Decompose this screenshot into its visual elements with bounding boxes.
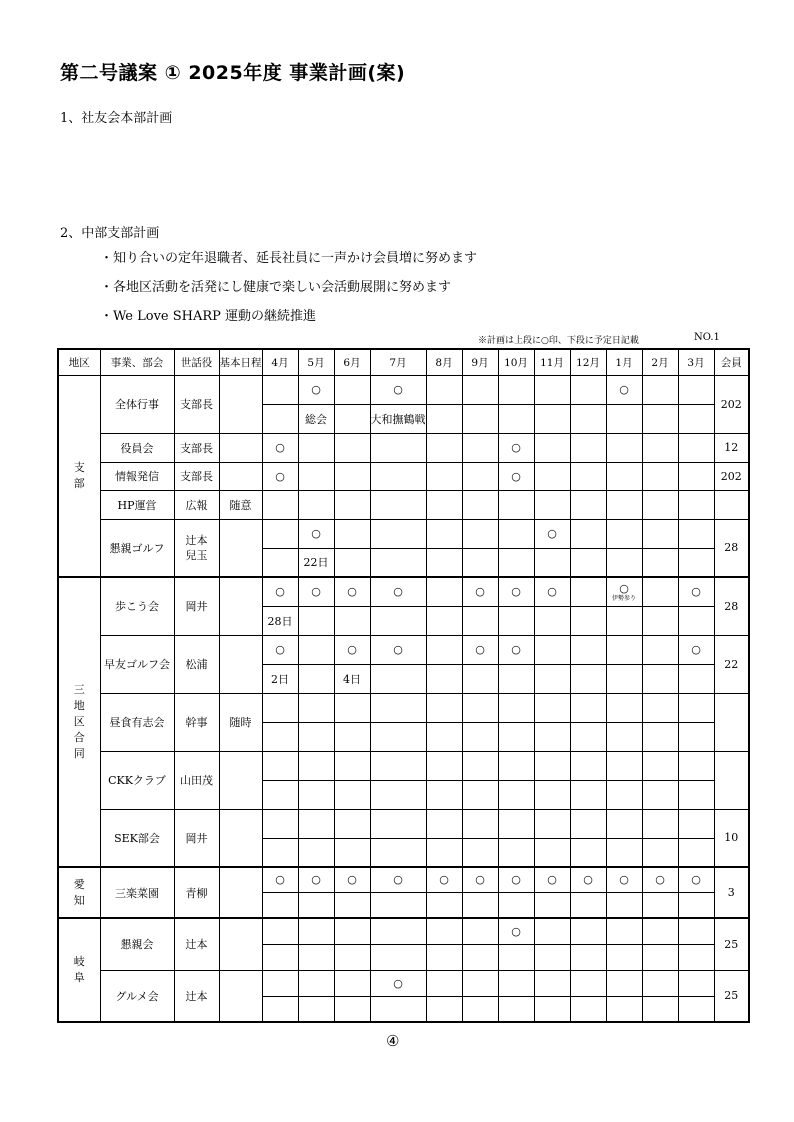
plan-cell: ○: [334, 867, 370, 892]
plan-cell: [678, 462, 714, 490]
date-cell: 22日: [298, 548, 334, 577]
plan-cell: [642, 635, 678, 664]
plan-cell: ○: [498, 433, 534, 462]
schedule-table: [57, 348, 750, 1023]
plan-cell: [678, 433, 714, 462]
bullet-item: ・知り合いの定年退職者、延長社員に一声かけ会員増に努めます: [100, 251, 478, 266]
date-cell: [462, 606, 498, 635]
event-name: 懇親会: [100, 918, 174, 970]
plan-cell: [334, 433, 370, 462]
date-cell: [462, 548, 498, 577]
member-count: 28: [714, 577, 749, 635]
plan-cell: [262, 918, 298, 944]
organizer-name: 辻本: [174, 918, 219, 970]
plan-cell: [642, 462, 678, 490]
plan-cell: ○: [642, 867, 678, 892]
plan-cell: [462, 970, 498, 996]
date-cell: [570, 606, 606, 635]
header-month: 8月: [426, 349, 462, 375]
organizer-name: 山田茂: [174, 751, 219, 809]
plan-cell: [570, 970, 606, 996]
date-cell: [298, 664, 334, 693]
event-name: HP運営: [100, 490, 174, 519]
date-cell: [642, 606, 678, 635]
bullet-item: ・We Love SHARP 運動の継続推進: [100, 309, 317, 324]
member-count: 25: [714, 918, 749, 970]
plan-cell: [462, 918, 498, 944]
plan-cell: [334, 490, 370, 519]
header-month: 7月: [370, 349, 426, 375]
region-aichi: 愛 知: [58, 867, 100, 918]
member-count: [714, 490, 749, 519]
date-cell: [370, 548, 426, 577]
plan-cell: ○: [298, 375, 334, 404]
date-cell: [498, 404, 534, 433]
date-cell: [606, 548, 642, 577]
plan-cell: [298, 918, 334, 944]
header-month: 1月: [606, 349, 642, 375]
plan-cell: [370, 433, 426, 462]
section-hq-plan: 1、社友会本部計画: [60, 111, 173, 126]
plan-cell: [534, 635, 570, 664]
plan-cell: [570, 577, 606, 606]
plan-cell: [570, 490, 606, 519]
table-row: [58, 519, 749, 548]
plan-cell: ○: [370, 970, 426, 996]
plan-cell: [534, 490, 570, 519]
plan-cell: [370, 918, 426, 944]
plan-cell: ○: [298, 519, 334, 548]
plan-cell: [570, 519, 606, 548]
plan-cell: [426, 490, 462, 519]
table-row: [58, 490, 749, 519]
date-cell: 大和撫鶴戦: [370, 404, 426, 433]
plan-cell: [262, 970, 298, 996]
plan-cell: [642, 519, 678, 548]
plan-mark: ○: [619, 581, 629, 595]
plan-cell: [370, 462, 426, 490]
plan-cell: [678, 375, 714, 404]
organizer-name: 幹事: [174, 693, 219, 751]
plan-cell: [334, 462, 370, 490]
table-row: [58, 751, 749, 780]
date-cell: [334, 606, 370, 635]
plan-cell: [298, 433, 334, 462]
plan-cell: [606, 635, 642, 664]
plan-cell: [606, 577, 642, 606]
plan-cell: [534, 375, 570, 404]
plan-cell: ○: [498, 635, 534, 664]
date-cell: [334, 548, 370, 577]
plan-cell: [570, 462, 606, 490]
plan-cell: ○: [262, 462, 298, 490]
date-cell: [426, 606, 462, 635]
date-cell: [534, 606, 570, 635]
plan-cell: ○: [262, 635, 298, 664]
plan-cell: [334, 970, 370, 996]
header-month: 2月: [642, 349, 678, 375]
member-count: 10: [714, 809, 749, 867]
plan-cell: [534, 462, 570, 490]
date-cell: [642, 548, 678, 577]
plan-cell: ○: [498, 867, 534, 892]
date-cell: [570, 404, 606, 433]
plan-cell: ○: [462, 867, 498, 892]
date-cell: [370, 606, 426, 635]
header-basic-date: 基本日程: [219, 349, 262, 375]
organizer-name: 岡井: [174, 809, 219, 867]
date-cell: [498, 664, 534, 693]
date-cell: [498, 548, 534, 577]
event-name: 役員会: [100, 433, 174, 462]
member-count: [714, 693, 749, 751]
plan-cell: [498, 375, 534, 404]
plan-cell: [606, 519, 642, 548]
plan-cell: [334, 519, 370, 548]
basic-date: [219, 462, 262, 490]
date-cell: [606, 664, 642, 693]
date-cell: [606, 606, 642, 635]
table-row: [58, 433, 749, 462]
plan-cell: ○: [498, 462, 534, 490]
table-row: [58, 970, 749, 996]
plan-cell: [498, 970, 534, 996]
date-cell: [534, 548, 570, 577]
date-cell: 28日: [262, 606, 298, 635]
member-count: 25: [714, 970, 749, 1022]
basic-date: [219, 970, 262, 1022]
date-cell: [462, 404, 498, 433]
organizer-name: 支部長: [174, 375, 219, 433]
member-count: 12: [714, 433, 749, 462]
plan-cell: [642, 577, 678, 606]
plan-cell: [262, 519, 298, 548]
table-row: [58, 918, 749, 944]
basic-date: [219, 809, 262, 867]
plan-cell: [678, 918, 714, 944]
plan-cell: ○: [262, 867, 298, 892]
plan-cell: [570, 433, 606, 462]
plan-cell: [370, 490, 426, 519]
plan-cell: [262, 375, 298, 404]
plan-cell: [462, 519, 498, 548]
date-cell: 4日: [334, 664, 370, 693]
plan-cell: ○: [334, 635, 370, 664]
date-cell: [678, 548, 714, 577]
plan-cell: [606, 462, 642, 490]
member-count: 202: [714, 375, 749, 433]
basic-date: [219, 375, 262, 433]
date-cell: [426, 664, 462, 693]
basic-date: [219, 867, 262, 918]
plan-cell: [462, 375, 498, 404]
basic-date: [219, 751, 262, 809]
date-cell: [334, 404, 370, 433]
date-cell: [678, 606, 714, 635]
event-name: 情報発信: [100, 462, 174, 490]
date-cell: [606, 404, 642, 433]
date-cell: [534, 404, 570, 433]
plan-cell: [334, 918, 370, 944]
plan-cell: [534, 970, 570, 996]
header-month: 11月: [534, 349, 570, 375]
basic-date: 随時: [219, 693, 262, 751]
header-month: 9月: [462, 349, 498, 375]
plan-cell: [426, 635, 462, 664]
basic-date: [219, 577, 262, 635]
event-name: 昼食有志会: [100, 693, 174, 751]
plan-cell: [678, 519, 714, 548]
header-month: 3月: [678, 349, 714, 375]
member-count: 202: [714, 462, 749, 490]
plan-cell: ○: [498, 577, 534, 606]
bullet-item: ・各地区活動を活発にし健康で楽しい会活動展開に努めます: [100, 280, 452, 295]
plan-cell: ○: [262, 433, 298, 462]
plan-cell: ○: [498, 918, 534, 944]
table-row: [58, 867, 749, 892]
plan-cell: [606, 918, 642, 944]
plan-cell: [534, 433, 570, 462]
plan-cell: [462, 490, 498, 519]
organizer-name: 松浦: [174, 635, 219, 693]
date-cell: [534, 664, 570, 693]
plan-cell: [426, 970, 462, 996]
plan-cell: ○: [678, 635, 714, 664]
date-cell: [570, 664, 606, 693]
table-header-row: [58, 349, 749, 375]
plan-cell: [462, 433, 498, 462]
plan-cell: [570, 635, 606, 664]
event-name: 早友ゴルフ会: [100, 635, 174, 693]
plan-cell: [678, 490, 714, 519]
plan-cell: ○: [426, 867, 462, 892]
date-cell: [678, 404, 714, 433]
organizer-name: 青柳: [174, 867, 219, 918]
organizer-name: 支部長: [174, 433, 219, 462]
plan-cell: [426, 462, 462, 490]
plan-cell: ○: [678, 867, 714, 892]
plan-cell: ○: [370, 375, 426, 404]
basic-date: [219, 433, 262, 462]
table-row: [58, 693, 749, 722]
plan-cell: [426, 577, 462, 606]
plan-cell: ○: [298, 577, 334, 606]
event-name: SEK部会: [100, 809, 174, 867]
plan-cell: ○: [370, 577, 426, 606]
date-cell: 2日: [262, 664, 298, 693]
plan-cell: [426, 375, 462, 404]
plan-cell: [642, 375, 678, 404]
header-month: 5月: [298, 349, 334, 375]
date-cell: [426, 404, 462, 433]
date-cell: [370, 664, 426, 693]
header-month: 6月: [334, 349, 370, 375]
plan-sub-label: 伊勢参り: [611, 594, 636, 602]
event-name: CKKクラブ: [100, 751, 174, 809]
plan-cell: [498, 490, 534, 519]
header-region: 地区: [58, 349, 100, 375]
plan-cell: ○: [534, 577, 570, 606]
plan-cell: ○: [534, 867, 570, 892]
plan-cell: [426, 918, 462, 944]
plan-cell: ○: [606, 867, 642, 892]
date-cell: 総会: [298, 404, 334, 433]
event-name: 歩こう会: [100, 577, 174, 635]
table-row: [58, 577, 749, 606]
plan-cell: ○: [462, 635, 498, 664]
header-month: 12月: [570, 349, 606, 375]
plan-cell: [298, 462, 334, 490]
region-gifu: 岐 阜: [58, 918, 100, 1022]
plan-cell: [570, 918, 606, 944]
plan-cell: [298, 635, 334, 664]
header-members: 会員: [714, 349, 749, 375]
plan-cell: [606, 490, 642, 519]
plan-cell: ○: [298, 867, 334, 892]
basic-date: 随意: [219, 490, 262, 519]
basic-date: [219, 918, 262, 970]
plan-cell: [334, 375, 370, 404]
plan-cell: ○: [462, 577, 498, 606]
section-chubu-plan: 2、中部支部計画: [60, 226, 160, 241]
date-cell: [678, 664, 714, 693]
page-title: 第二号議案 ① 2025年度 事業計画(案): [60, 62, 406, 84]
header-month: 4月: [262, 349, 298, 375]
header-organizer: 世話役: [174, 349, 219, 375]
plan-cell: [498, 519, 534, 548]
region-shibu: 支 部: [58, 375, 100, 577]
date-cell: [262, 548, 298, 577]
table-row: [58, 809, 749, 838]
plan-cell: [298, 970, 334, 996]
basic-date: [219, 635, 262, 693]
date-cell: [262, 404, 298, 433]
plan-cell: [570, 375, 606, 404]
header-event: 事業、部会: [100, 349, 174, 375]
plan-cell: [642, 970, 678, 996]
page-footer-number: ④: [386, 1032, 400, 1050]
region-sanchiku: 三 地 区 合 同: [58, 577, 100, 867]
organizer-name: 岡井: [174, 577, 219, 635]
plan-note: ※計画は上段に○印、下段に予定日記載: [478, 336, 639, 346]
table-row: [58, 635, 749, 664]
page-number-label: NO.1: [694, 332, 720, 343]
event-name: グルメ会: [100, 970, 174, 1022]
member-count: 3: [714, 867, 749, 918]
plan-cell: [606, 970, 642, 996]
header-month: 10月: [498, 349, 534, 375]
member-count: 28: [714, 519, 749, 577]
date-cell: [570, 548, 606, 577]
date-cell: [642, 404, 678, 433]
plan-cell: [298, 490, 334, 519]
plan-cell: [642, 918, 678, 944]
date-cell: [426, 548, 462, 577]
plan-cell: ○: [678, 577, 714, 606]
plan-cell: [262, 490, 298, 519]
plan-cell: [462, 462, 498, 490]
organizer-name: 広報: [174, 490, 219, 519]
event-name: 三楽菜園: [100, 867, 174, 918]
plan-cell: ○: [262, 577, 298, 606]
plan-cell: [606, 433, 642, 462]
basic-date: [219, 519, 262, 577]
plan-cell: [642, 433, 678, 462]
member-count: 22: [714, 635, 749, 693]
date-cell: [498, 606, 534, 635]
plan-cell: [426, 433, 462, 462]
plan-cell: ○: [570, 867, 606, 892]
date-cell: [298, 606, 334, 635]
plan-cell: [642, 490, 678, 519]
plan-cell: ○: [370, 867, 426, 892]
plan-cell: ○: [334, 577, 370, 606]
organizer-name: 辻本: [174, 970, 219, 1022]
plan-cell: ○: [370, 635, 426, 664]
table-row: [58, 375, 749, 404]
plan-cell: [370, 519, 426, 548]
event-name: 全体行事: [100, 375, 174, 433]
plan-cell: [426, 519, 462, 548]
event-name: 懇親ゴルフ: [100, 519, 174, 577]
table-row: [58, 462, 749, 490]
plan-cell: ○: [606, 375, 642, 404]
organizer-name: 支部長: [174, 462, 219, 490]
plan-cell: [534, 918, 570, 944]
member-count: [714, 751, 749, 809]
plan-cell: ○: [534, 519, 570, 548]
date-cell: [642, 664, 678, 693]
plan-cell: [678, 970, 714, 996]
organizer-name: 辻本 兒玉: [174, 519, 219, 577]
date-cell: [462, 664, 498, 693]
